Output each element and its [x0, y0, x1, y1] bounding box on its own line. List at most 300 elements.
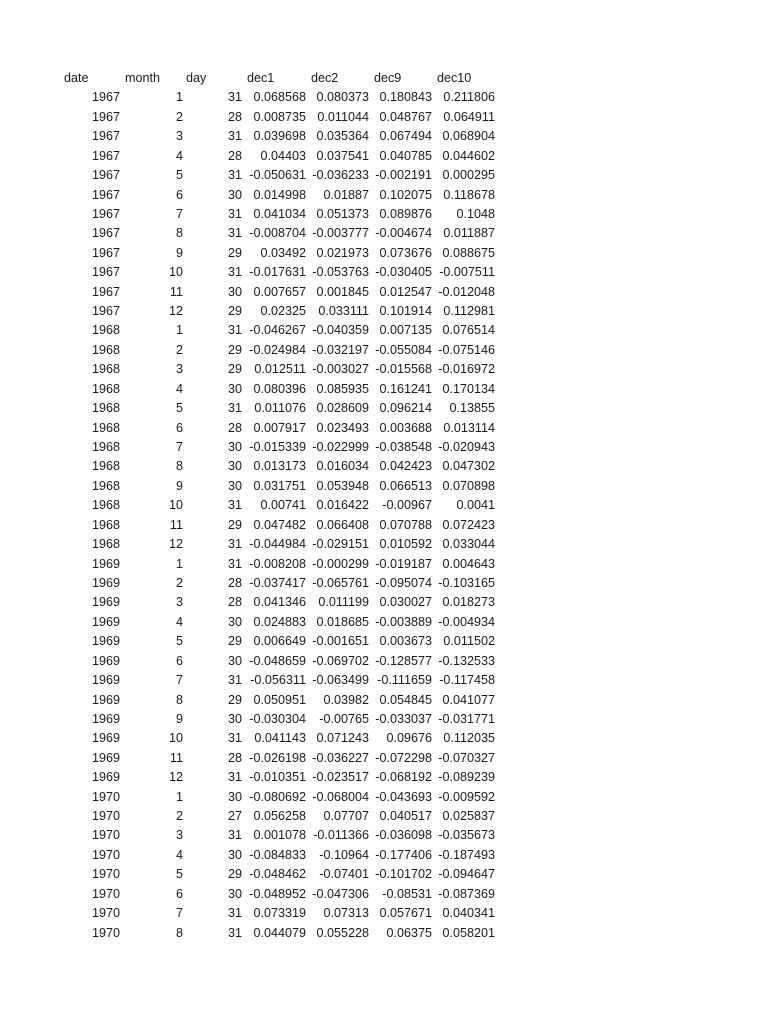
- cell-month[interactable]: 4: [175, 381, 183, 396]
- cell-day[interactable]: 28: [227, 750, 242, 765]
- cell-month[interactable]: 2: [175, 342, 183, 357]
- cell-day[interactable]: 29: [227, 342, 242, 357]
- cell-dec1[interactable]: 0.007657: [253, 284, 306, 299]
- cell-dec2[interactable]: 0.066408: [316, 517, 369, 532]
- cell-day[interactable]: 31: [227, 206, 242, 221]
- cell-day[interactable]: 31: [227, 401, 242, 416]
- cell-dec1[interactable]: -0.048462: [249, 867, 306, 882]
- cell-date[interactable]: 1969: [91, 634, 120, 649]
- cell-dec9[interactable]: 0.003673: [379, 634, 432, 649]
- cell-dec10[interactable]: 0.040341: [442, 906, 495, 921]
- cell-day[interactable]: 28: [227, 148, 242, 163]
- cell-month[interactable]: 1: [175, 90, 183, 105]
- cell-dec10[interactable]: 0.013114: [443, 420, 495, 435]
- cell-dec10[interactable]: 0.170134: [442, 381, 495, 396]
- cell-day[interactable]: 31: [227, 265, 242, 280]
- cell-dec9[interactable]: -0.111659: [377, 673, 432, 688]
- cell-month[interactable]: 6: [175, 653, 183, 668]
- cell-dec1[interactable]: 0.006649: [253, 634, 306, 649]
- cell-month[interactable]: 11: [169, 750, 183, 765]
- cell-dec2[interactable]: -0.011366: [313, 828, 369, 843]
- cell-dec2[interactable]: -0.068004: [312, 789, 369, 804]
- cell-date[interactable]: 1967: [91, 90, 120, 105]
- cell-dec2[interactable]: 0.051373: [316, 206, 369, 221]
- cell-dec2[interactable]: -0.053763: [312, 265, 369, 280]
- cell-dec9[interactable]: -0.036098: [375, 828, 432, 843]
- cell-date[interactable]: 1967: [91, 148, 120, 163]
- cell-dec1[interactable]: -0.026198: [249, 750, 306, 765]
- cell-dec9[interactable]: -0.038548: [375, 440, 432, 455]
- cell-dec2[interactable]: -0.036233: [312, 168, 369, 183]
- cell-month[interactable]: 3: [175, 595, 183, 610]
- cell-month[interactable]: 4: [175, 148, 183, 163]
- cell-dec10[interactable]: 0.011502: [443, 634, 495, 649]
- cell-month[interactable]: 6: [175, 886, 183, 901]
- cell-dec10[interactable]: 0.070898: [442, 478, 495, 493]
- cell-month[interactable]: 6: [175, 420, 183, 435]
- cell-dec1[interactable]: -0.050631: [249, 168, 306, 183]
- cell-date[interactable]: 1970: [91, 847, 120, 862]
- cell-dec2[interactable]: 0.07313: [323, 906, 369, 921]
- cell-date[interactable]: 1970: [91, 886, 120, 901]
- cell-dec2[interactable]: -0.063499: [312, 673, 369, 688]
- cell-dec9[interactable]: 0.102075: [379, 187, 432, 202]
- cell-dec9[interactable]: 0.010592: [379, 537, 432, 552]
- cell-day[interactable]: 29: [227, 867, 242, 882]
- cell-date[interactable]: 1968: [91, 459, 120, 474]
- cell-dec10[interactable]: 0.0041: [456, 498, 495, 513]
- cell-month[interactable]: 2: [175, 109, 183, 124]
- cell-dec9[interactable]: -0.072298: [375, 750, 432, 765]
- column-header-dec10[interactable]: dec10: [437, 71, 472, 85]
- cell-dec9[interactable]: 0.040785: [379, 148, 432, 163]
- cell-dec9[interactable]: -0.068192: [375, 770, 432, 785]
- cell-dec9[interactable]: 0.048767: [379, 109, 432, 124]
- cell-month[interactable]: 5: [175, 401, 183, 416]
- cell-month[interactable]: 8: [175, 226, 183, 241]
- cell-month[interactable]: 12: [168, 304, 183, 319]
- cell-dec9[interactable]: 0.007135: [379, 323, 432, 338]
- cell-dec9[interactable]: -0.030405: [375, 265, 432, 280]
- cell-dec2[interactable]: 0.053948: [316, 478, 369, 493]
- cell-dec2[interactable]: -0.022999: [312, 440, 369, 455]
- cell-dec1[interactable]: 0.056258: [253, 809, 306, 824]
- cell-month[interactable]: 10: [168, 731, 183, 746]
- cell-day[interactable]: 30: [227, 614, 242, 629]
- cell-day[interactable]: 31: [227, 129, 242, 144]
- cell-day[interactable]: 31: [227, 498, 242, 513]
- cell-dec10[interactable]: 0.211806: [443, 90, 495, 105]
- cell-dec1[interactable]: 0.080396: [253, 381, 306, 396]
- cell-dec10[interactable]: -0.031771: [438, 711, 495, 726]
- cell-dec9[interactable]: -0.128577: [375, 653, 432, 668]
- cell-dec1[interactable]: -0.010351: [249, 770, 306, 785]
- cell-date[interactable]: 1969: [91, 711, 120, 726]
- cell-date[interactable]: 1969: [91, 595, 120, 610]
- cell-dec2[interactable]: -0.040359: [312, 323, 369, 338]
- cell-dec9[interactable]: -0.019187: [375, 556, 432, 571]
- cell-dec2[interactable]: 0.07707: [323, 809, 369, 824]
- cell-dec10[interactable]: 0.025837: [442, 809, 495, 824]
- cell-month[interactable]: 1: [175, 323, 183, 338]
- cell-dec10[interactable]: -0.089239: [438, 770, 495, 785]
- cell-dec1[interactable]: 0.001078: [253, 828, 306, 843]
- cell-dec9[interactable]: 0.180843: [379, 90, 432, 105]
- cell-date[interactable]: 1969: [91, 653, 120, 668]
- cell-dec9[interactable]: 0.101914: [379, 304, 432, 319]
- cell-day[interactable]: 30: [227, 711, 242, 726]
- cell-dec2[interactable]: 0.021973: [316, 245, 369, 260]
- column-header-month[interactable]: month: [125, 71, 161, 85]
- cell-dec2[interactable]: -0.065761: [312, 575, 369, 590]
- cell-dec9[interactable]: -0.00967: [382, 498, 432, 513]
- cell-day[interactable]: 31: [227, 770, 242, 785]
- cell-dec2[interactable]: 0.055228: [316, 925, 369, 940]
- cell-dec1[interactable]: -0.046267: [249, 323, 306, 338]
- cell-dec10[interactable]: 0.088675: [442, 245, 495, 260]
- cell-day[interactable]: 30: [227, 653, 242, 668]
- cell-day[interactable]: 30: [227, 847, 242, 862]
- cell-dec9[interactable]: 0.089876: [379, 206, 432, 221]
- cell-dec9[interactable]: 0.003688: [379, 420, 432, 435]
- cell-dec10[interactable]: -0.103165: [438, 575, 495, 590]
- cell-date[interactable]: 1968: [91, 537, 120, 552]
- cell-dec2[interactable]: -0.10964: [319, 847, 369, 862]
- cell-date[interactable]: 1968: [91, 498, 120, 513]
- cell-day[interactable]: 30: [227, 478, 242, 493]
- cell-dec1[interactable]: 0.024883: [253, 614, 306, 629]
- cell-dec1[interactable]: 0.02325: [260, 304, 306, 319]
- cell-day[interactable]: 30: [227, 187, 242, 202]
- cell-dec1[interactable]: -0.080692: [249, 789, 306, 804]
- cell-month[interactable]: 3: [175, 362, 183, 377]
- cell-day[interactable]: 30: [227, 789, 242, 804]
- cell-date[interactable]: 1968: [91, 323, 120, 338]
- cell-dec9[interactable]: -0.015568: [375, 362, 432, 377]
- cell-dec9[interactable]: -0.095074: [375, 575, 432, 590]
- cell-dec2[interactable]: 0.071243: [316, 731, 369, 746]
- cell-month[interactable]: 1: [175, 556, 183, 571]
- cell-date[interactable]: 1968: [91, 478, 120, 493]
- cell-dec10[interactable]: 0.112035: [443, 731, 495, 746]
- cell-dec10[interactable]: 0.076514: [442, 323, 495, 338]
- cell-dec2[interactable]: 0.085935: [316, 381, 369, 396]
- cell-date[interactable]: 1967: [91, 245, 120, 260]
- cell-dec10[interactable]: -0.117458: [439, 673, 495, 688]
- cell-dec9[interactable]: -0.08531: [382, 886, 432, 901]
- cell-dec9[interactable]: 0.09676: [386, 731, 432, 746]
- cell-dec10[interactable]: -0.007511: [439, 265, 495, 280]
- cell-month[interactable]: 10: [168, 498, 183, 513]
- cell-dec1[interactable]: -0.008208: [249, 556, 306, 571]
- column-header-date[interactable]: date: [64, 71, 89, 85]
- cell-dec10[interactable]: 0.13855: [449, 401, 495, 416]
- cell-dec2[interactable]: -0.029151: [312, 537, 369, 552]
- cell-date[interactable]: 1967: [91, 304, 120, 319]
- cell-date[interactable]: 1969: [91, 692, 120, 707]
- cell-dec1[interactable]: -0.056311: [250, 673, 306, 688]
- cell-date[interactable]: 1968: [91, 342, 120, 357]
- cell-day[interactable]: 28: [227, 109, 242, 124]
- cell-dec1[interactable]: 0.031751: [253, 478, 306, 493]
- cell-dec2[interactable]: 0.035364: [316, 129, 369, 144]
- cell-dec1[interactable]: 0.008735: [253, 109, 306, 124]
- cell-date[interactable]: 1968: [91, 517, 120, 532]
- cell-dec1[interactable]: -0.044984: [249, 537, 306, 552]
- cell-day[interactable]: 31: [227, 828, 242, 843]
- cell-dec2[interactable]: 0.01887: [323, 187, 369, 202]
- cell-day[interactable]: 31: [227, 90, 242, 105]
- cell-dec10[interactable]: -0.012048: [438, 284, 495, 299]
- cell-dec10[interactable]: 0.033044: [442, 537, 495, 552]
- cell-dec2[interactable]: -0.036227: [312, 750, 369, 765]
- cell-dec9[interactable]: 0.054845: [379, 692, 432, 707]
- cell-dec10[interactable]: 0.018273: [442, 595, 495, 610]
- cell-dec10[interactable]: 0.058201: [442, 925, 495, 940]
- cell-dec9[interactable]: 0.066513: [379, 478, 432, 493]
- cell-month[interactable]: 4: [175, 847, 183, 862]
- cell-month[interactable]: 2: [175, 809, 183, 824]
- cell-day[interactable]: 30: [227, 459, 242, 474]
- cell-date[interactable]: 1967: [91, 284, 120, 299]
- cell-month[interactable]: 3: [175, 828, 183, 843]
- cell-dec1[interactable]: 0.012511: [254, 362, 306, 377]
- cell-date[interactable]: 1969: [91, 731, 120, 746]
- cell-date[interactable]: 1970: [91, 906, 120, 921]
- cell-day[interactable]: 28: [227, 420, 242, 435]
- cell-dec9[interactable]: 0.073676: [379, 245, 432, 260]
- cell-date[interactable]: 1970: [91, 867, 120, 882]
- cell-dec1[interactable]: -0.048659: [249, 653, 306, 668]
- cell-month[interactable]: 7: [175, 440, 183, 455]
- cell-day[interactable]: 31: [227, 673, 242, 688]
- cell-date[interactable]: 1969: [91, 750, 120, 765]
- cell-dec10[interactable]: -0.020943: [438, 440, 495, 455]
- cell-dec2[interactable]: -0.023517: [312, 770, 369, 785]
- cell-dec10[interactable]: -0.132533: [438, 653, 495, 668]
- cell-dec1[interactable]: 0.073319: [253, 906, 306, 921]
- cell-date[interactable]: 1967: [91, 129, 120, 144]
- column-header-dec2[interactable]: dec2: [311, 71, 339, 85]
- cell-dec10[interactable]: 0.011887: [443, 226, 495, 241]
- cell-month[interactable]: 7: [175, 206, 183, 221]
- cell-dec9[interactable]: 0.012547: [379, 284, 432, 299]
- cell-dec9[interactable]: 0.161241: [379, 381, 432, 396]
- cell-dec1[interactable]: 0.041143: [254, 731, 306, 746]
- cell-dec9[interactable]: -0.101702: [375, 867, 432, 882]
- cell-dec2[interactable]: 0.016034: [316, 459, 369, 474]
- cell-dec2[interactable]: 0.037541: [316, 148, 369, 163]
- cell-dec2[interactable]: 0.011044: [317, 109, 369, 124]
- cell-dec2[interactable]: -0.047306: [312, 886, 369, 901]
- cell-dec9[interactable]: -0.177406: [375, 847, 432, 862]
- cell-day[interactable]: 29: [227, 692, 242, 707]
- cell-dec1[interactable]: 0.011076: [254, 401, 306, 416]
- cell-dec10[interactable]: 0.041077: [442, 692, 495, 707]
- cell-date[interactable]: 1970: [91, 789, 120, 804]
- cell-day[interactable]: 31: [227, 731, 242, 746]
- cell-date[interactable]: 1969: [91, 770, 120, 785]
- cell-month[interactable]: 9: [175, 245, 183, 260]
- cell-dec10[interactable]: 0.000295: [442, 168, 495, 183]
- cell-date[interactable]: 1969: [91, 556, 120, 571]
- cell-dec2[interactable]: 0.080373: [316, 90, 369, 105]
- cell-month[interactable]: 10: [168, 265, 183, 280]
- cell-dec2[interactable]: -0.00765: [319, 711, 369, 726]
- cell-month[interactable]: 11: [169, 284, 183, 299]
- cell-day[interactable]: 30: [227, 440, 242, 455]
- column-header-day[interactable]: day: [186, 71, 207, 85]
- cell-date[interactable]: 1968: [91, 440, 120, 455]
- cell-dec9[interactable]: 0.067494: [379, 129, 432, 144]
- cell-dec10[interactable]: 0.072423: [442, 517, 495, 532]
- cell-month[interactable]: 1: [175, 789, 183, 804]
- cell-dec1[interactable]: -0.015339: [249, 440, 306, 455]
- cell-date[interactable]: 1970: [91, 925, 120, 940]
- cell-dec1[interactable]: 0.068568: [253, 90, 306, 105]
- cell-dec2[interactable]: -0.003027: [312, 362, 369, 377]
- cell-dec9[interactable]: 0.030027: [379, 595, 432, 610]
- cell-day[interactable]: 28: [227, 575, 242, 590]
- cell-month[interactable]: 8: [175, 459, 183, 474]
- cell-date[interactable]: 1968: [91, 381, 120, 396]
- cell-dec10[interactable]: -0.035673: [438, 828, 495, 843]
- cell-date[interactable]: 1968: [91, 420, 120, 435]
- cell-dec10[interactable]: 0.118678: [443, 187, 495, 202]
- cell-dec9[interactable]: -0.055084: [375, 342, 432, 357]
- cell-day[interactable]: 30: [227, 284, 242, 299]
- column-header-dec9[interactable]: dec9: [374, 71, 402, 85]
- cell-dec2[interactable]: 0.033111: [318, 304, 369, 319]
- cell-dec10[interactable]: -0.087369: [438, 886, 495, 901]
- cell-dec10[interactable]: -0.187493: [438, 847, 495, 862]
- cell-month[interactable]: 12: [168, 537, 183, 552]
- cell-dec1[interactable]: 0.014998: [253, 187, 306, 202]
- cell-dec10[interactable]: 0.047302: [442, 459, 495, 474]
- cell-dec1[interactable]: -0.017631: [249, 265, 306, 280]
- cell-dec10[interactable]: -0.094647: [438, 867, 495, 882]
- cell-date[interactable]: 1967: [91, 226, 120, 241]
- cell-dec9[interactable]: 0.06375: [386, 925, 432, 940]
- cell-date[interactable]: 1967: [91, 109, 120, 124]
- cell-dec1[interactable]: 0.013173: [253, 459, 306, 474]
- cell-dec9[interactable]: -0.002191: [375, 168, 432, 183]
- cell-dec10[interactable]: -0.004934: [438, 614, 495, 629]
- cell-dec9[interactable]: -0.004674: [375, 226, 432, 241]
- cell-dec1[interactable]: 0.04403: [260, 148, 306, 163]
- cell-date[interactable]: 1968: [91, 362, 120, 377]
- cell-dec1[interactable]: 0.00741: [260, 498, 306, 513]
- cell-dec9[interactable]: 0.040517: [379, 809, 432, 824]
- cell-dec10[interactable]: -0.070327: [438, 750, 495, 765]
- column-header-dec1[interactable]: dec1: [247, 71, 275, 85]
- cell-dec10[interactable]: -0.009592: [438, 789, 495, 804]
- cell-dec10[interactable]: 0.1048: [456, 206, 495, 221]
- cell-day[interactable]: 31: [227, 906, 242, 921]
- cell-dec9[interactable]: 0.096214: [379, 401, 432, 416]
- cell-dec1[interactable]: 0.044079: [253, 925, 306, 940]
- cell-dec2[interactable]: 0.011199: [318, 595, 369, 610]
- cell-dec1[interactable]: -0.048952: [249, 886, 306, 901]
- cell-dec9[interactable]: 0.042423: [379, 459, 432, 474]
- cell-dec2[interactable]: 0.001845: [316, 284, 369, 299]
- cell-month[interactable]: 8: [175, 925, 183, 940]
- cell-day[interactable]: 29: [227, 362, 242, 377]
- cell-month[interactable]: 8: [175, 692, 183, 707]
- cell-day[interactable]: 29: [227, 245, 242, 260]
- cell-dec2[interactable]: 0.03982: [323, 692, 369, 707]
- cell-dec2[interactable]: 0.028609: [316, 401, 369, 416]
- cell-dec1[interactable]: 0.007917: [253, 420, 306, 435]
- cell-date[interactable]: 1967: [91, 206, 120, 221]
- cell-day[interactable]: 31: [227, 323, 242, 338]
- cell-month[interactable]: 4: [175, 614, 183, 629]
- cell-date[interactable]: 1967: [91, 187, 120, 202]
- cell-date[interactable]: 1969: [91, 614, 120, 629]
- cell-month[interactable]: 2: [175, 575, 183, 590]
- cell-dec2[interactable]: -0.032197: [312, 342, 369, 357]
- cell-dec9[interactable]: -0.043693: [375, 789, 432, 804]
- cell-month[interactable]: 3: [175, 129, 183, 144]
- cell-month[interactable]: 9: [175, 478, 183, 493]
- cell-month[interactable]: 6: [175, 187, 183, 202]
- cell-date[interactable]: 1968: [91, 401, 120, 416]
- cell-date[interactable]: 1970: [91, 809, 120, 824]
- cell-day[interactable]: 31: [227, 537, 242, 552]
- cell-dec1[interactable]: 0.047482: [253, 517, 306, 532]
- cell-dec2[interactable]: -0.069702: [312, 653, 369, 668]
- cell-dec10[interactable]: 0.068904: [442, 129, 495, 144]
- cell-dec9[interactable]: -0.033037: [375, 711, 432, 726]
- cell-day[interactable]: 27: [227, 809, 242, 824]
- cell-day[interactable]: 31: [227, 925, 242, 940]
- cell-day[interactable]: 29: [227, 634, 242, 649]
- cell-day[interactable]: 31: [227, 168, 242, 183]
- cell-day[interactable]: 29: [227, 517, 242, 532]
- cell-month[interactable]: 5: [175, 168, 183, 183]
- cell-day[interactable]: 30: [227, 886, 242, 901]
- cell-dec10[interactable]: -0.016972: [438, 362, 495, 377]
- cell-dec2[interactable]: -0.000299: [312, 556, 369, 571]
- cell-month[interactable]: 7: [175, 673, 183, 688]
- cell-month[interactable]: 5: [175, 867, 183, 882]
- cell-dec9[interactable]: -0.003889: [375, 614, 432, 629]
- cell-dec1[interactable]: -0.084833: [249, 847, 306, 862]
- cell-dec9[interactable]: 0.057671: [379, 906, 432, 921]
- cell-dec1[interactable]: -0.008704: [249, 226, 306, 241]
- cell-day[interactable]: 31: [227, 226, 242, 241]
- cell-dec2[interactable]: -0.07401: [319, 867, 369, 882]
- cell-dec2[interactable]: 0.018685: [316, 614, 369, 629]
- cell-month[interactable]: 9: [175, 711, 183, 726]
- cell-day[interactable]: 31: [227, 556, 242, 571]
- cell-date[interactable]: 1969: [91, 673, 120, 688]
- cell-day[interactable]: 29: [227, 304, 242, 319]
- cell-date[interactable]: 1970: [91, 828, 120, 843]
- cell-dec10[interactable]: -0.075146: [438, 342, 495, 357]
- cell-dec1[interactable]: 0.041034: [253, 206, 306, 221]
- cell-day[interactable]: 30: [227, 381, 242, 396]
- cell-date[interactable]: 1967: [91, 168, 120, 183]
- cell-dec2[interactable]: -0.003777: [312, 226, 369, 241]
- cell-dec1[interactable]: -0.024984: [249, 342, 306, 357]
- cell-dec1[interactable]: -0.037417: [249, 575, 306, 590]
- cell-dec1[interactable]: 0.039698: [253, 129, 306, 144]
- cell-dec2[interactable]: 0.023493: [316, 420, 369, 435]
- cell-dec1[interactable]: 0.041346: [253, 595, 306, 610]
- cell-dec10[interactable]: 0.112981: [443, 304, 495, 319]
- cell-date[interactable]: 1967: [91, 265, 120, 280]
